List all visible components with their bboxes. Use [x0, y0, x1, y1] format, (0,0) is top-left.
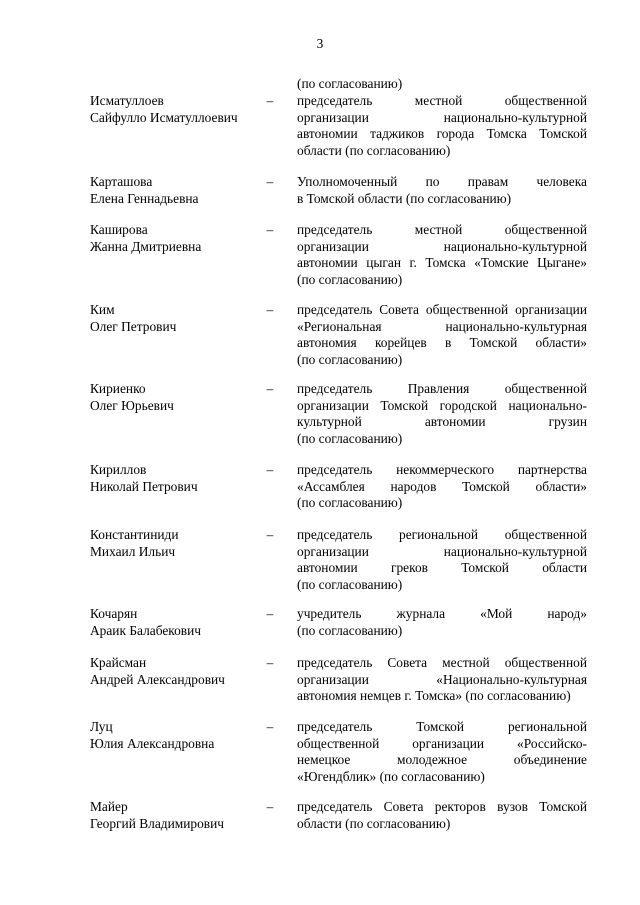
- separator-dash: –: [266, 381, 274, 396]
- member-given-name: Юлия Александровна: [90, 735, 215, 751]
- role-line: (по согласованию): [297, 576, 403, 592]
- role-line: в Томской области (по согласованию): [297, 190, 512, 206]
- role-line: председатель Правления общественной: [297, 381, 587, 396]
- role-line: председатель Совета местной общественной: [297, 655, 587, 670]
- member-name: [90, 719, 260, 752]
- member-given-name: Георгий Владимирович: [90, 815, 225, 831]
- member-surname: Ким: [90, 302, 115, 317]
- member-role: [297, 93, 587, 159]
- role-line: организации национально-культурной: [297, 109, 587, 125]
- member-role: [297, 174, 587, 207]
- role-line: автономии цыган г. Томска «Томские Цыгане»: [297, 255, 587, 270]
- role-line: учредитель журнала «Мой народ»: [297, 606, 587, 621]
- role-line: немецкое молодежное объединение: [297, 752, 587, 767]
- member-name: [90, 655, 260, 688]
- member-surname: Кириллов: [90, 462, 147, 477]
- role-line: председатель Совета ректоров вузов Томской: [297, 799, 587, 814]
- role-line: области (по согласованию): [297, 815, 451, 831]
- role-line: председатель местной общественной: [297, 222, 587, 237]
- member-surname: Кириенко: [90, 381, 146, 396]
- member-role: [297, 302, 587, 368]
- member-name: [90, 222, 260, 255]
- member-role: [297, 527, 587, 593]
- role-line: председатель Совета общественной организации: [297, 302, 587, 317]
- member-name: [90, 606, 260, 639]
- member-given-name: Араик Балабекович: [90, 622, 202, 638]
- page-number: 3: [316, 36, 324, 51]
- role-line: автономия корейцев в Томской области»: [297, 335, 587, 350]
- member-given-name: Андрей Александрович: [90, 671, 225, 687]
- separator-dash: –: [266, 222, 274, 237]
- role-line: (по согласованию): [297, 622, 403, 638]
- member-given-name: Михаил Ильич: [90, 543, 176, 559]
- role-line: культурной автономии грузин: [297, 414, 587, 429]
- role-line: организации «Национально-культурная: [297, 671, 587, 687]
- role-line: Уполномоченный по правам человека: [297, 174, 587, 189]
- separator-dash: –: [266, 93, 274, 108]
- member-name: [90, 302, 260, 335]
- carry-over-text: (по согласованию): [297, 76, 403, 91]
- role-line: председатель Томской региональной: [297, 719, 587, 734]
- member-given-name: Жанна Дмитриевна: [90, 238, 202, 254]
- separator-dash: –: [266, 462, 274, 477]
- role-line: (по согласованию): [297, 351, 403, 367]
- member-name: [90, 174, 260, 207]
- separator-dash: –: [266, 719, 274, 734]
- role-line: автономии греков Томской области: [297, 560, 587, 575]
- member-surname: Каширова: [90, 222, 148, 237]
- role-line: «Югендблик» (по согласованию): [297, 768, 485, 784]
- role-line: «Региональная национально-культурная: [297, 318, 587, 334]
- member-given-name: Николай Петрович: [90, 478, 198, 494]
- member-role: [297, 719, 587, 785]
- member-name: [90, 799, 260, 832]
- role-line: автономия немцев г. Томска» (по согласованию): [297, 688, 571, 703]
- role-line: организации национально-культурной: [297, 238, 587, 254]
- role-line: организации Томской городской национально-: [297, 397, 587, 413]
- role-line: (по согласованию): [297, 271, 403, 287]
- member-given-name: Олег Петрович: [90, 318, 177, 334]
- member-role: [297, 799, 587, 832]
- member-name: [90, 93, 260, 126]
- member-surname: Майер: [90, 799, 128, 814]
- role-line: председатель региональной общественной: [297, 527, 587, 542]
- member-given-name: Елена Геннадьевна: [90, 190, 199, 206]
- role-line: председатель местной общественной: [297, 93, 587, 108]
- member-surname: Константиниди: [90, 527, 179, 542]
- separator-dash: –: [266, 606, 274, 621]
- role-line: общественной организации «Российско-: [297, 735, 587, 751]
- member-role: [297, 606, 587, 639]
- member-role: [297, 655, 587, 705]
- member-given-name: Олег Юрьевич: [90, 397, 174, 413]
- member-name: [90, 462, 260, 495]
- role-line: (по согласованию): [297, 495, 403, 510]
- member-given-name: Сайфулло Исматуллоевич: [90, 109, 238, 125]
- role-line: председатель некоммерческого партнерства: [297, 462, 587, 477]
- member-surname: Карташова: [90, 174, 153, 189]
- role-line: организации национально-культурной: [297, 543, 587, 559]
- member-surname: Крайсман: [90, 655, 147, 670]
- role-line: (по согласованию): [297, 430, 403, 446]
- separator-dash: –: [266, 527, 274, 542]
- separator-dash: –: [266, 655, 274, 670]
- role-line: автономии таджиков города Томска Томской: [297, 126, 587, 141]
- member-surname: Луц: [90, 719, 113, 734]
- member-name: [90, 527, 260, 560]
- separator-dash: –: [266, 174, 274, 189]
- member-role: [297, 222, 587, 288]
- separator-dash: –: [266, 302, 274, 317]
- member-role: [297, 381, 587, 447]
- member-surname: Исматуллоев: [90, 93, 164, 108]
- member-role: [297, 462, 587, 512]
- member-surname: Кочарян: [90, 606, 138, 621]
- role-line: области (по согласованию): [297, 142, 451, 158]
- separator-dash: –: [266, 799, 274, 814]
- member-name: [90, 381, 260, 414]
- role-line: «Ассамблея народов Томской области»: [297, 478, 587, 494]
